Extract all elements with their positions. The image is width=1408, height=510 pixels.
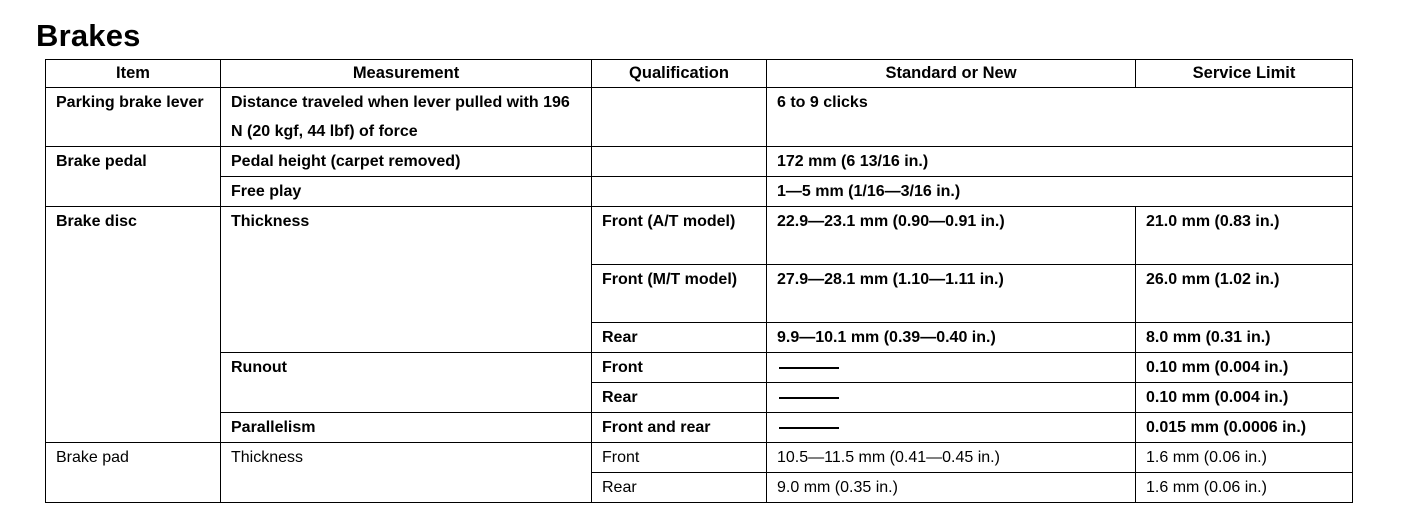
qualification-cell: Front — [592, 353, 767, 383]
limit-cell: 26.0 mm (1.02 in.) — [1136, 265, 1353, 323]
header-item: Item — [46, 60, 221, 88]
standard-cell — [767, 383, 1136, 413]
measurement-cell: Parallelism — [221, 413, 592, 443]
item-cell: Parking brake lever — [46, 88, 221, 147]
qualification-cell: Front (A/T model) — [592, 207, 767, 265]
header-qualification: Qualification — [592, 60, 767, 88]
table-row — [46, 353, 1353, 383]
table-row — [46, 413, 1353, 443]
qualification-cell: Rear — [592, 383, 767, 413]
qualification-cell: Front — [592, 443, 767, 473]
not-applicable-dash — [779, 397, 839, 399]
measurement-cell: Free play — [221, 177, 592, 207]
limit-cell: 0.10 mm (0.004 in.) — [1136, 383, 1353, 413]
measurement-cell: Runout — [221, 353, 592, 413]
not-applicable-dash — [779, 367, 839, 369]
qualification-cell — [592, 147, 767, 177]
qualification-cell — [592, 88, 767, 147]
standard-cell: 22.9—23.1 mm (0.90—0.91 in.) — [767, 207, 1136, 265]
qualification-cell: Rear — [592, 323, 767, 353]
standard-cell: 1—5 mm (1/16—3/16 in.) — [767, 177, 1353, 207]
standard-cell — [767, 353, 1136, 383]
header-standard: Standard or New — [767, 60, 1136, 88]
limit-cell: 0.015 mm (0.0006 in.) — [1136, 413, 1353, 443]
qualification-cell: Front (M/T model) — [592, 265, 767, 323]
limit-cell: 0.10 mm (0.004 in.) — [1136, 353, 1353, 383]
limit-cell: 1.6 mm (0.06 in.) — [1136, 473, 1353, 503]
measurement-cell: Pedal height (carpet removed) — [221, 147, 592, 177]
standard-cell: 6 to 9 clicks — [767, 88, 1353, 147]
qualification-cell — [592, 177, 767, 207]
limit-cell: 21.0 mm (0.83 in.) — [1136, 207, 1353, 265]
table-row — [46, 207, 1353, 265]
brakes-spec-table — [45, 59, 1353, 503]
standard-cell: 10.5—11.5 mm (0.41—0.45 in.) — [767, 443, 1136, 473]
page-title: Brakes — [36, 18, 141, 53]
measurement-cell: Distance traveled when lever pulled with 196 N (20 kgf, 44 lbf) of force — [221, 88, 592, 147]
item-cell: Brake pad — [46, 443, 221, 503]
qualification-cell: Rear — [592, 473, 767, 503]
table-row — [46, 177, 1353, 207]
standard-cell: 9.0 mm (0.35 in.) — [767, 473, 1136, 503]
qualification-cell: Front and rear — [592, 413, 767, 443]
limit-cell: 8.0 mm (0.31 in.) — [1136, 323, 1353, 353]
measurement-cell: Thickness — [221, 207, 592, 353]
standard-cell — [767, 413, 1136, 443]
standard-cell: 27.9—28.1 mm (1.10—1.11 in.) — [767, 265, 1136, 323]
item-cell: Brake pedal — [46, 147, 221, 207]
item-cell: Brake disc — [46, 207, 221, 443]
not-applicable-dash — [779, 427, 839, 429]
table-row — [46, 88, 1353, 147]
header-row — [46, 60, 1353, 88]
limit-cell: 1.6 mm (0.06 in.) — [1136, 443, 1353, 473]
standard-cell: 172 mm (6 13/16 in.) — [767, 147, 1353, 177]
header-measurement: Measurement — [221, 60, 592, 88]
measurement-cell: Thickness — [221, 443, 592, 503]
table-row — [46, 147, 1353, 177]
standard-cell: 9.9—10.1 mm (0.39—0.40 in.) — [767, 323, 1136, 353]
table-row — [46, 443, 1353, 473]
header-service-limit: Service Limit — [1136, 60, 1353, 88]
